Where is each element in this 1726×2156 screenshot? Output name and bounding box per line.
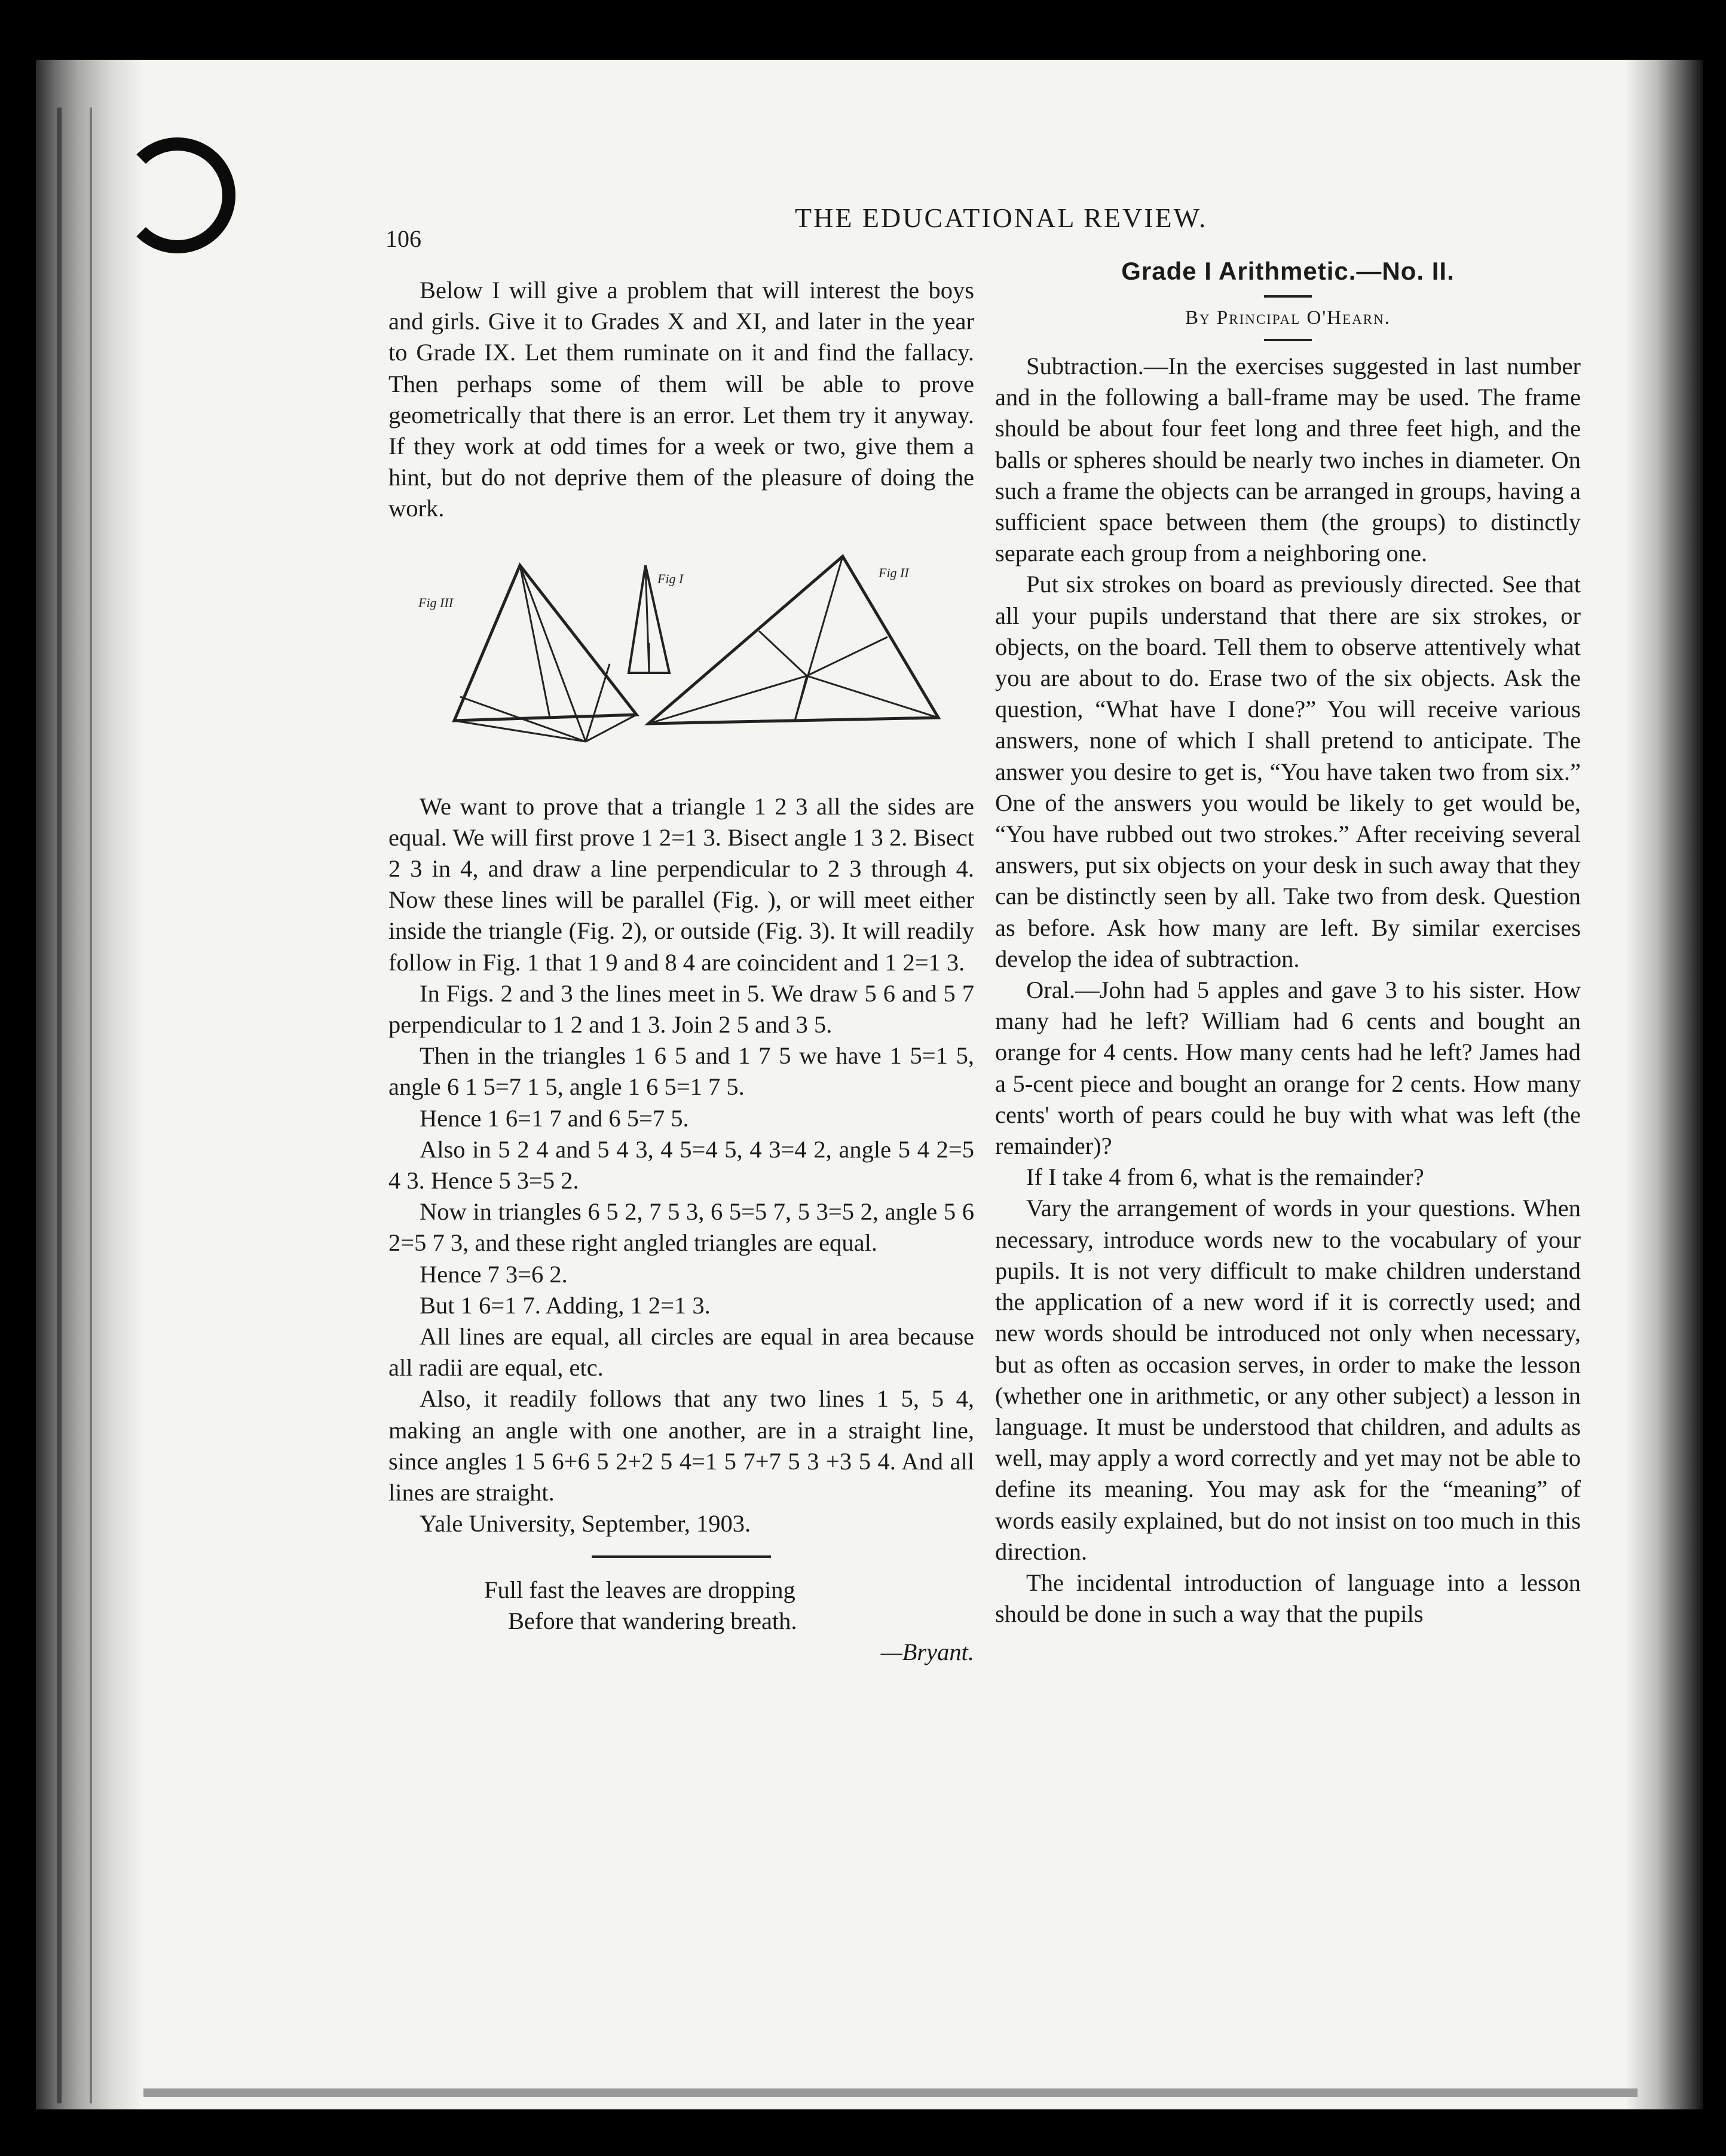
poem-line: Before that wandering breath.	[508, 1607, 797, 1634]
binder-clip	[120, 137, 235, 253]
proof-paragraph: Then in the triangles 1 6 5 and 1 7 5 we have 1 5=1 5, angle 6 1 5=7 1 5, angle 1 6 5=1 7 5.	[388, 1042, 974, 1101]
proof-paragraph: All lines are equal, all circles are equal in area because all radii are equal, etc.	[388, 1323, 974, 1382]
proof-paragraph: Also in 5 2 4 and 5 4 3, 4 5=4 5, 4 3=4 2, angle 5 4 2=5 4 3. Hence 5 3=5 2.	[388, 1135, 974, 1195]
binding-line	[90, 108, 92, 2103]
proof-paragraph: Now in triangles 6 5 2, 7 5 3, 6 5=5 7, 5 3=5 2, angle 5 6 2=5 7 3, and these right angled triangles are equal.	[388, 1198, 974, 1257]
fig3-label: Fig III	[418, 595, 454, 610]
article-title: Grade I Arithmetic.—No. II.	[1121, 257, 1455, 285]
page-gutter-shadow	[1626, 60, 1703, 2109]
fig2-label: Fig II	[879, 565, 909, 580]
proof-paragraph: Hence 7 3=6 2.	[420, 1260, 568, 1288]
poem-attribution: —Bryant.	[880, 1638, 974, 1665]
geometry-figures	[412, 547, 974, 768]
article-paragraph: Put six strokes on board as previously directed. See that all your pupils understand that there are six strokes, or objects, on the board. Tell them to observe attentively what you are about to do. Erase two of the six objects. Ask the question, “What have I done?” You will receive various answers, none of which I shall pretend to anticipate. The answer you desire to get is, “You have taken two from six.” One of the answers you would be likely to get would be, “You have rubbed out two strokes.” After receiving several answers, put six objects on your desk in such away that they can be distinctly seen by all. Take two from desk. Question as before. Ask how many are left. By similar exercises develop the idea of subtraction.	[995, 571, 1581, 972]
article-paragraph: Vary the arrangement of words in your questions. When necessary, introduce words new to the vocabulary of your pupils. It is not very difficult to make children understand the application of a new word if it is correctly used; and new words should be introduced not only when necessary, but as often as occasion serves, in order to make the lesson (whether one in arithmetic, or any other subject) a lesson in language. It must be understood that children, and adults as well, may apply a word correctly and yet may not be able to define its meaning. You may ask for the “meaning” of words easily explained, but do not insist on too much in this direction.	[995, 1195, 1581, 1565]
article-paragraph: The incidental introduction of language into a lesson should be done in such a way that the pupils	[995, 1569, 1581, 1628]
proof-paragraph: Hence 1 6=1 7 and 6 5=7 5.	[420, 1104, 689, 1132]
page-number: 106	[385, 225, 421, 252]
left-column	[388, 275, 974, 1668]
article-paragraph: Oral.—John had 5 apples and gave 3 to his sister. How many had he left? William had 6 cents and bought an orange for 4 cents. How many cents had he left? James had a 5-cent piece and bought an orange for 2 cents. How many cents' worth of pears could he buy with what was left (the remainder)?	[995, 976, 1581, 1160]
fig1-label: Fig I	[657, 571, 684, 586]
running-header: THE EDUCATIONAL REVIEW.	[795, 203, 1208, 233]
right-column	[995, 257, 1581, 1630]
article-paragraph: If I take 4 from 6, what is the remainder?	[1026, 1163, 1424, 1191]
byline-rule	[1264, 339, 1312, 341]
poem-line: Full fast the leaves are dropping	[484, 1576, 795, 1603]
proof-paragraph: But 1 6=1 7. Adding, 1 2=1 3.	[420, 1291, 711, 1319]
title-rule	[1264, 295, 1312, 298]
article-paragraph: Subtraction.—In the exercises suggested in last number and in the following a ball-frame may be used. The frame should be about four feet long and three feet high, and the balls or spheres should be nearly two inches in diameter. On such a frame the objects can be arranged in groups, having a sufficient space between them (the groups) to distinctly separate each group from a neighboring one.	[995, 353, 1581, 567]
proof-paragraph: In Figs. 2 and 3 the lines meet in 5. We draw 5 6 and 5 7 perpendicular to 1 2 and 1 3. Join 2 5 and 3 5.	[388, 979, 974, 1039]
byline: By Principal O'Hearn.	[1185, 307, 1391, 329]
proof-paragraph: Also, it readily follows that any two lines 1 5, 5 4, making an angle with one another, are in a straight line, since angles 1 5 6+6 5 2+2 5 4=1 5 7+7 5 3 +3 5 4. And all lines are straight.	[388, 1385, 974, 1506]
proof-section	[388, 791, 974, 1540]
signoff: Yale University, September, 1903.	[420, 1510, 751, 1538]
section-divider	[592, 1555, 771, 1558]
proof-paragraph: We want to prove that a triangle 1 2 3 all the sides are equal. We will first prove 1 2=1 3. Bisect angle 1 3 2. Bisect 2 3 in 4, and draw a line perpendicular to 2 3 through 4. Now these lines will be parallel (Fig. ), or will meet either inside the triangle (Fig. 2), or outside (Fig. 3). It will readily follow in Fig. 1 that 1 9 and 8 4 are coincident and 1 2=1 3.	[388, 792, 974, 976]
intro-paragraph: Below I will give a problem that will interest the boys and girls. Give it to Grades X and XI, and later in the year to Grade IX. Let them ruminate on it and find the fallacy. Then perhaps some of them will be able to prove geometrically that there is an error. Let them try it anyway. If they work at odd times for a week or two, give them a hint, but do not deprive them of the pleasure of doing the work.	[388, 277, 974, 522]
page-bottom-edge	[143, 2088, 1638, 2097]
poem	[484, 1575, 974, 1637]
binding-line	[57, 108, 62, 2103]
